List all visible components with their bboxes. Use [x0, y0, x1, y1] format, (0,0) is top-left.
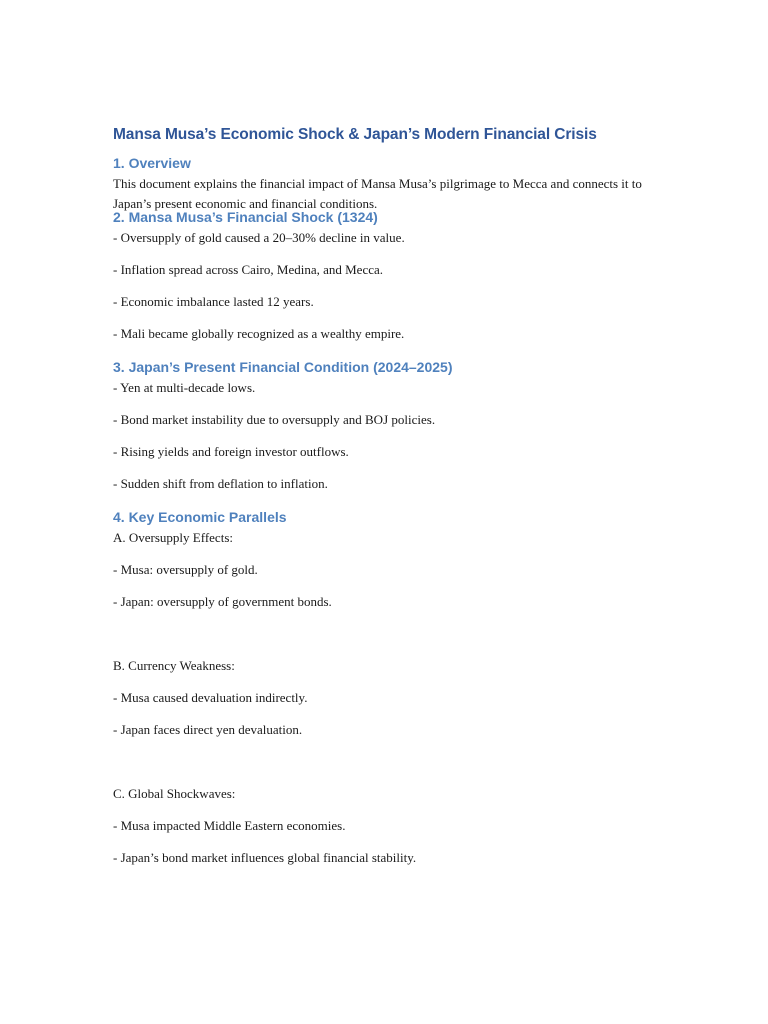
blank-line — [113, 752, 673, 784]
section-overview — [113, 152, 673, 211]
section-heading-mansa-musa: 2. Mansa Musa’s Financial Shock (1324) — [113, 209, 378, 225]
section-heading-japan: 3. Japan’s Present Financial Condition (2024–2025) — [113, 359, 453, 375]
group-label: B. Currency Weakness: — [113, 658, 235, 673]
list-item: - Bond market instability due to oversupply and BOJ policies. — [113, 412, 436, 427]
section-key-parallels — [113, 506, 673, 868]
group-label: C. Global Shockwaves: — [113, 786, 236, 801]
list-item: - Mali became globally recognized as a wealthy empire. — [113, 326, 405, 341]
parallel-group-shockwaves — [113, 784, 673, 868]
list-item: - Economic imbalance lasted 12 years. — [113, 294, 314, 309]
section-heading-overview: 1. Overview — [113, 155, 191, 171]
list-item: - Musa caused devaluation indirectly. — [113, 690, 308, 705]
section-mansa-musa-shock — [113, 206, 673, 356]
list-item: - Japan faces direct yen devaluation. — [113, 722, 303, 737]
document-title: Mansa Musa’s Economic Shock & Japan’s Modern Financial Crisis — [113, 126, 597, 143]
list-item: - Japan’s bond market influences global financial stability. — [113, 850, 417, 865]
document-body — [113, 118, 673, 868]
list-item: - Oversupply of gold caused a 20–30% decline in value. — [113, 230, 405, 245]
list-item: - Musa impacted Middle Eastern economies. — [113, 818, 346, 833]
list-item: - Sudden shift from deflation to inflation. — [113, 476, 328, 491]
section-heading-parallels: 4. Key Economic Parallels — [113, 509, 287, 525]
section-japan-condition — [113, 356, 673, 506]
list-item: - Japan: oversupply of government bonds. — [113, 594, 332, 609]
list-item: - Musa: oversupply of gold. — [113, 562, 258, 577]
list-item: - Inflation spread across Cairo, Medina, and Mecca. — [113, 262, 384, 277]
list-item: - Yen at multi-decade lows. — [113, 380, 256, 395]
parallel-group-oversupply — [113, 528, 673, 656]
blank-line — [113, 624, 673, 656]
group-label: A. Oversupply Effects: — [113, 530, 233, 545]
parallel-group-currency — [113, 656, 673, 784]
list-item: - Rising yields and foreign investor outflows. — [113, 444, 349, 459]
overview-paragraph: This document explains the financial impact of Mansa Musa’s pilgrimage to Mecca and connects it to Japan’s present economic and financial conditions. — [113, 176, 642, 211]
